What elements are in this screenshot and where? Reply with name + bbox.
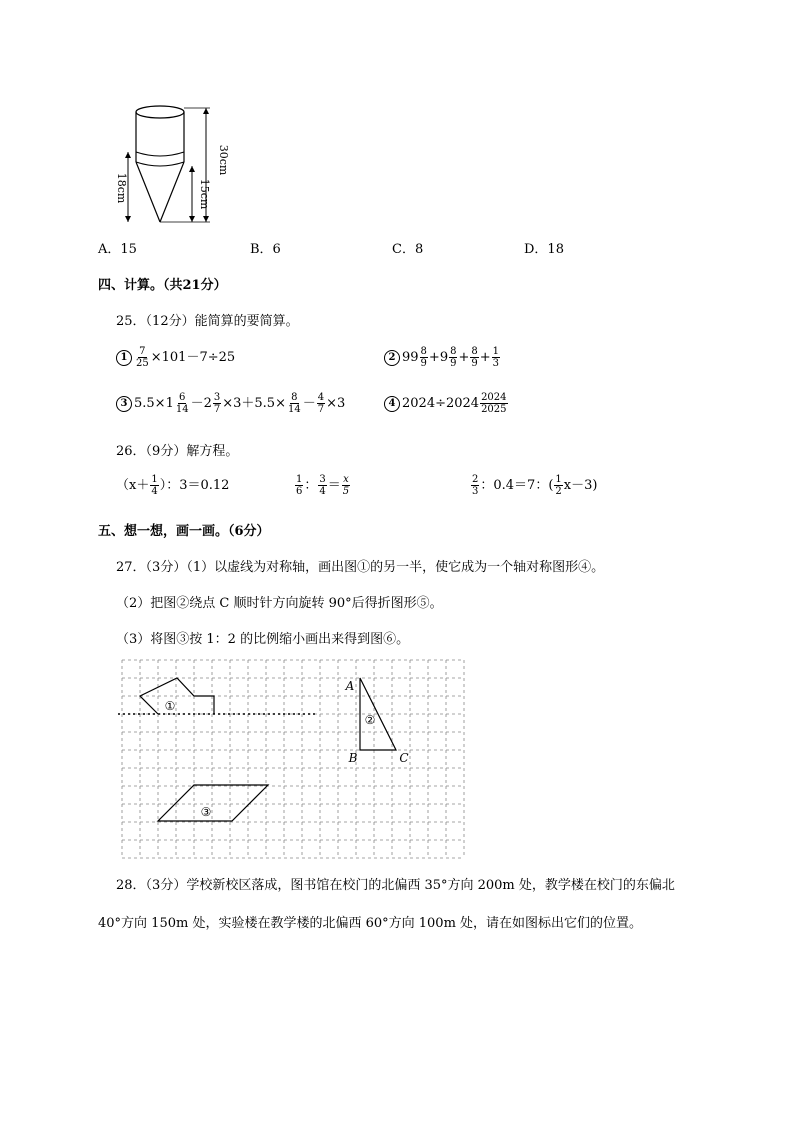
section-5-title: 五、想一想，画一画。（6分） bbox=[98, 524, 270, 539]
option-b: B．6 bbox=[250, 242, 281, 257]
q28-line-1: 28．（3分）学校新校区落成，图书馆在校门的北偏西 35°方向 200m 处，教学楼在校门的东偏北 bbox=[116, 878, 675, 893]
q27-line-2: （2）把图②绕点 C 顺时针方向旋转 90°后得折图形⑤。 bbox=[116, 596, 443, 611]
q25-item-3: 3 5.5×1 $\frac{6}{14}$ －2 $\frac{3}{7}$ ×3＋5.5× $\frac{8}{14}$ － $\frac{4}{7}$ ×3 bbox=[116, 392, 345, 415]
q26-eq-2: $\frac{1}{6}$ ： $\frac{3}{4}$ ＝ $\frac{x}{5}$ bbox=[296, 474, 350, 497]
option-c: C．8 bbox=[392, 242, 424, 257]
shape-1-label: ① bbox=[164, 699, 176, 713]
q25-item-2: 2 99 $\frac{8}{9}$ +9 $\frac{8}{9}$ + $\frac{8}{9}$ + $\frac{1}{3}$ bbox=[384, 346, 501, 369]
q25-stem: 25．（12分）能简算的要简算。 bbox=[116, 314, 299, 329]
point-c-label: C bbox=[399, 751, 409, 765]
cylinder-cone-figure bbox=[108, 100, 248, 230]
q27-line-3: （3）将图③按 1：2 的比例缩小画出来得到图⑥。 bbox=[116, 632, 410, 647]
shape-3-label: ③ bbox=[200, 805, 212, 819]
fraction: $\frac{7}{25}$ bbox=[136, 346, 149, 369]
point-a-label: A bbox=[345, 679, 355, 693]
label-15cm: 15cm bbox=[198, 178, 211, 210]
shape-2-label: ② bbox=[364, 713, 376, 727]
option-d: D．18 bbox=[524, 242, 564, 257]
option-a: A．15 bbox=[98, 242, 137, 257]
q25-item-4: 4 2024÷2024 $\frac{2024}{2025}$ bbox=[384, 392, 509, 415]
dotted-grid-figure bbox=[118, 656, 474, 862]
q28-line-2: 40°方向 150m 处，实验楼在教学楼的北偏西 60°方向 100m 处，请在如图标出它们的位置。 bbox=[98, 916, 643, 931]
label-18cm: 18cm bbox=[115, 172, 128, 204]
q26-stem: 26．（9分）解方程。 bbox=[116, 444, 239, 459]
q26-eq-3: $\frac{2}{3}$ ：0.4＝7：( $\frac{1}{2}$ x－3) bbox=[472, 474, 598, 497]
q26-eq-1: （x＋ $\frac{1}{4}$ ）：3＝0.12 bbox=[116, 474, 230, 497]
circle-number: 2 bbox=[384, 350, 400, 366]
label-30cm: 30cm bbox=[217, 144, 230, 176]
q25-item-1: 1 $\frac{7}{25}$ ×101－7÷25 bbox=[116, 346, 235, 369]
circle-number: 1 bbox=[116, 350, 132, 366]
point-b-label: B bbox=[348, 751, 358, 765]
section-4-title: 四、计算。（共21分） bbox=[98, 278, 227, 293]
q27-line-1: 27．（3分）（1）以虚线为对称轴，画出图①的另一半，使它成为一个轴对称图形④。 bbox=[116, 560, 605, 575]
